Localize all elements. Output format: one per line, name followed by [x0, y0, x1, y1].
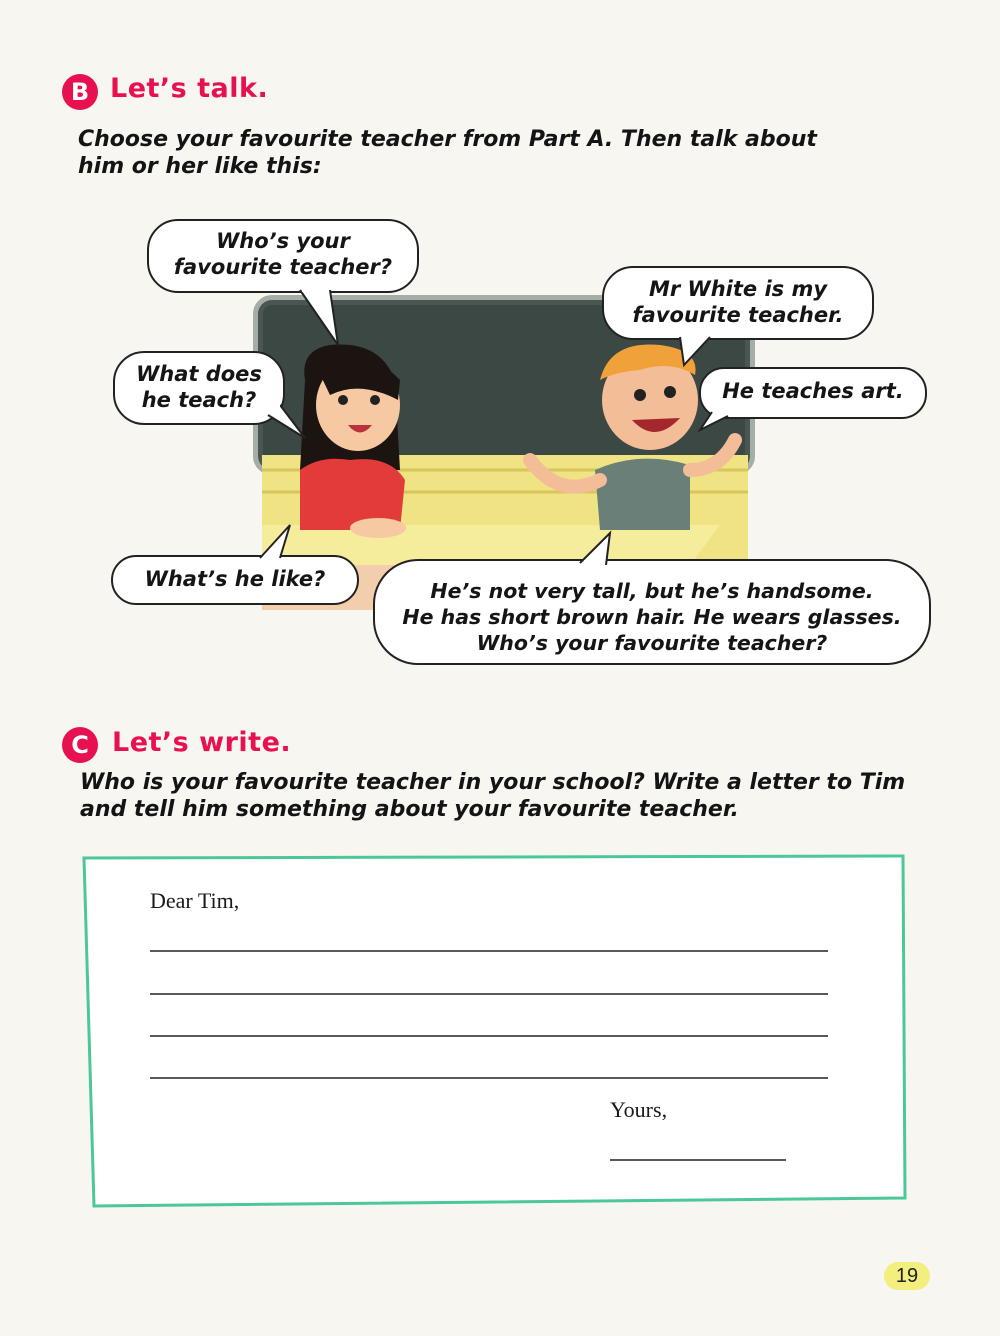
section-b-badge: B	[62, 74, 98, 110]
letter-closing: Yours,	[610, 1097, 668, 1122]
section-c-instruction-line1: Who is your favourite teacher in your school? Write a letter to Tim	[80, 770, 906, 795]
section-c-title: Let’s write.	[112, 727, 292, 758]
section-c-instruction-line2: and tell him something about your favourite teacher.	[80, 797, 739, 822]
section-b-instruction-line2: him or her like this:	[78, 154, 322, 179]
bubble-4-text: He teaches art.	[722, 379, 904, 403]
bubble-6-text: He’s not very tall, but he’s handsome. He has short brown hair. He wears glasses. Who’s your favourite teacher?	[402, 579, 902, 655]
letter-greeting: Dear Tim,	[150, 888, 240, 913]
page-number: 19	[884, 1262, 930, 1290]
section-b-title: Let’s talk.	[110, 73, 269, 104]
bubble-1-text: Who’s your favourite teacher?	[173, 229, 393, 279]
section-c-badge: C	[62, 727, 98, 763]
section-b-instruction-line1: Choose your favourite teacher from Part A. Then talk about	[78, 127, 817, 152]
bubble-5-text: What’s he like?	[144, 567, 326, 591]
bubble-2-text: Mr White is my favourite teacher.	[632, 277, 844, 327]
bubble-3-text: What does he teach?	[136, 362, 262, 412]
